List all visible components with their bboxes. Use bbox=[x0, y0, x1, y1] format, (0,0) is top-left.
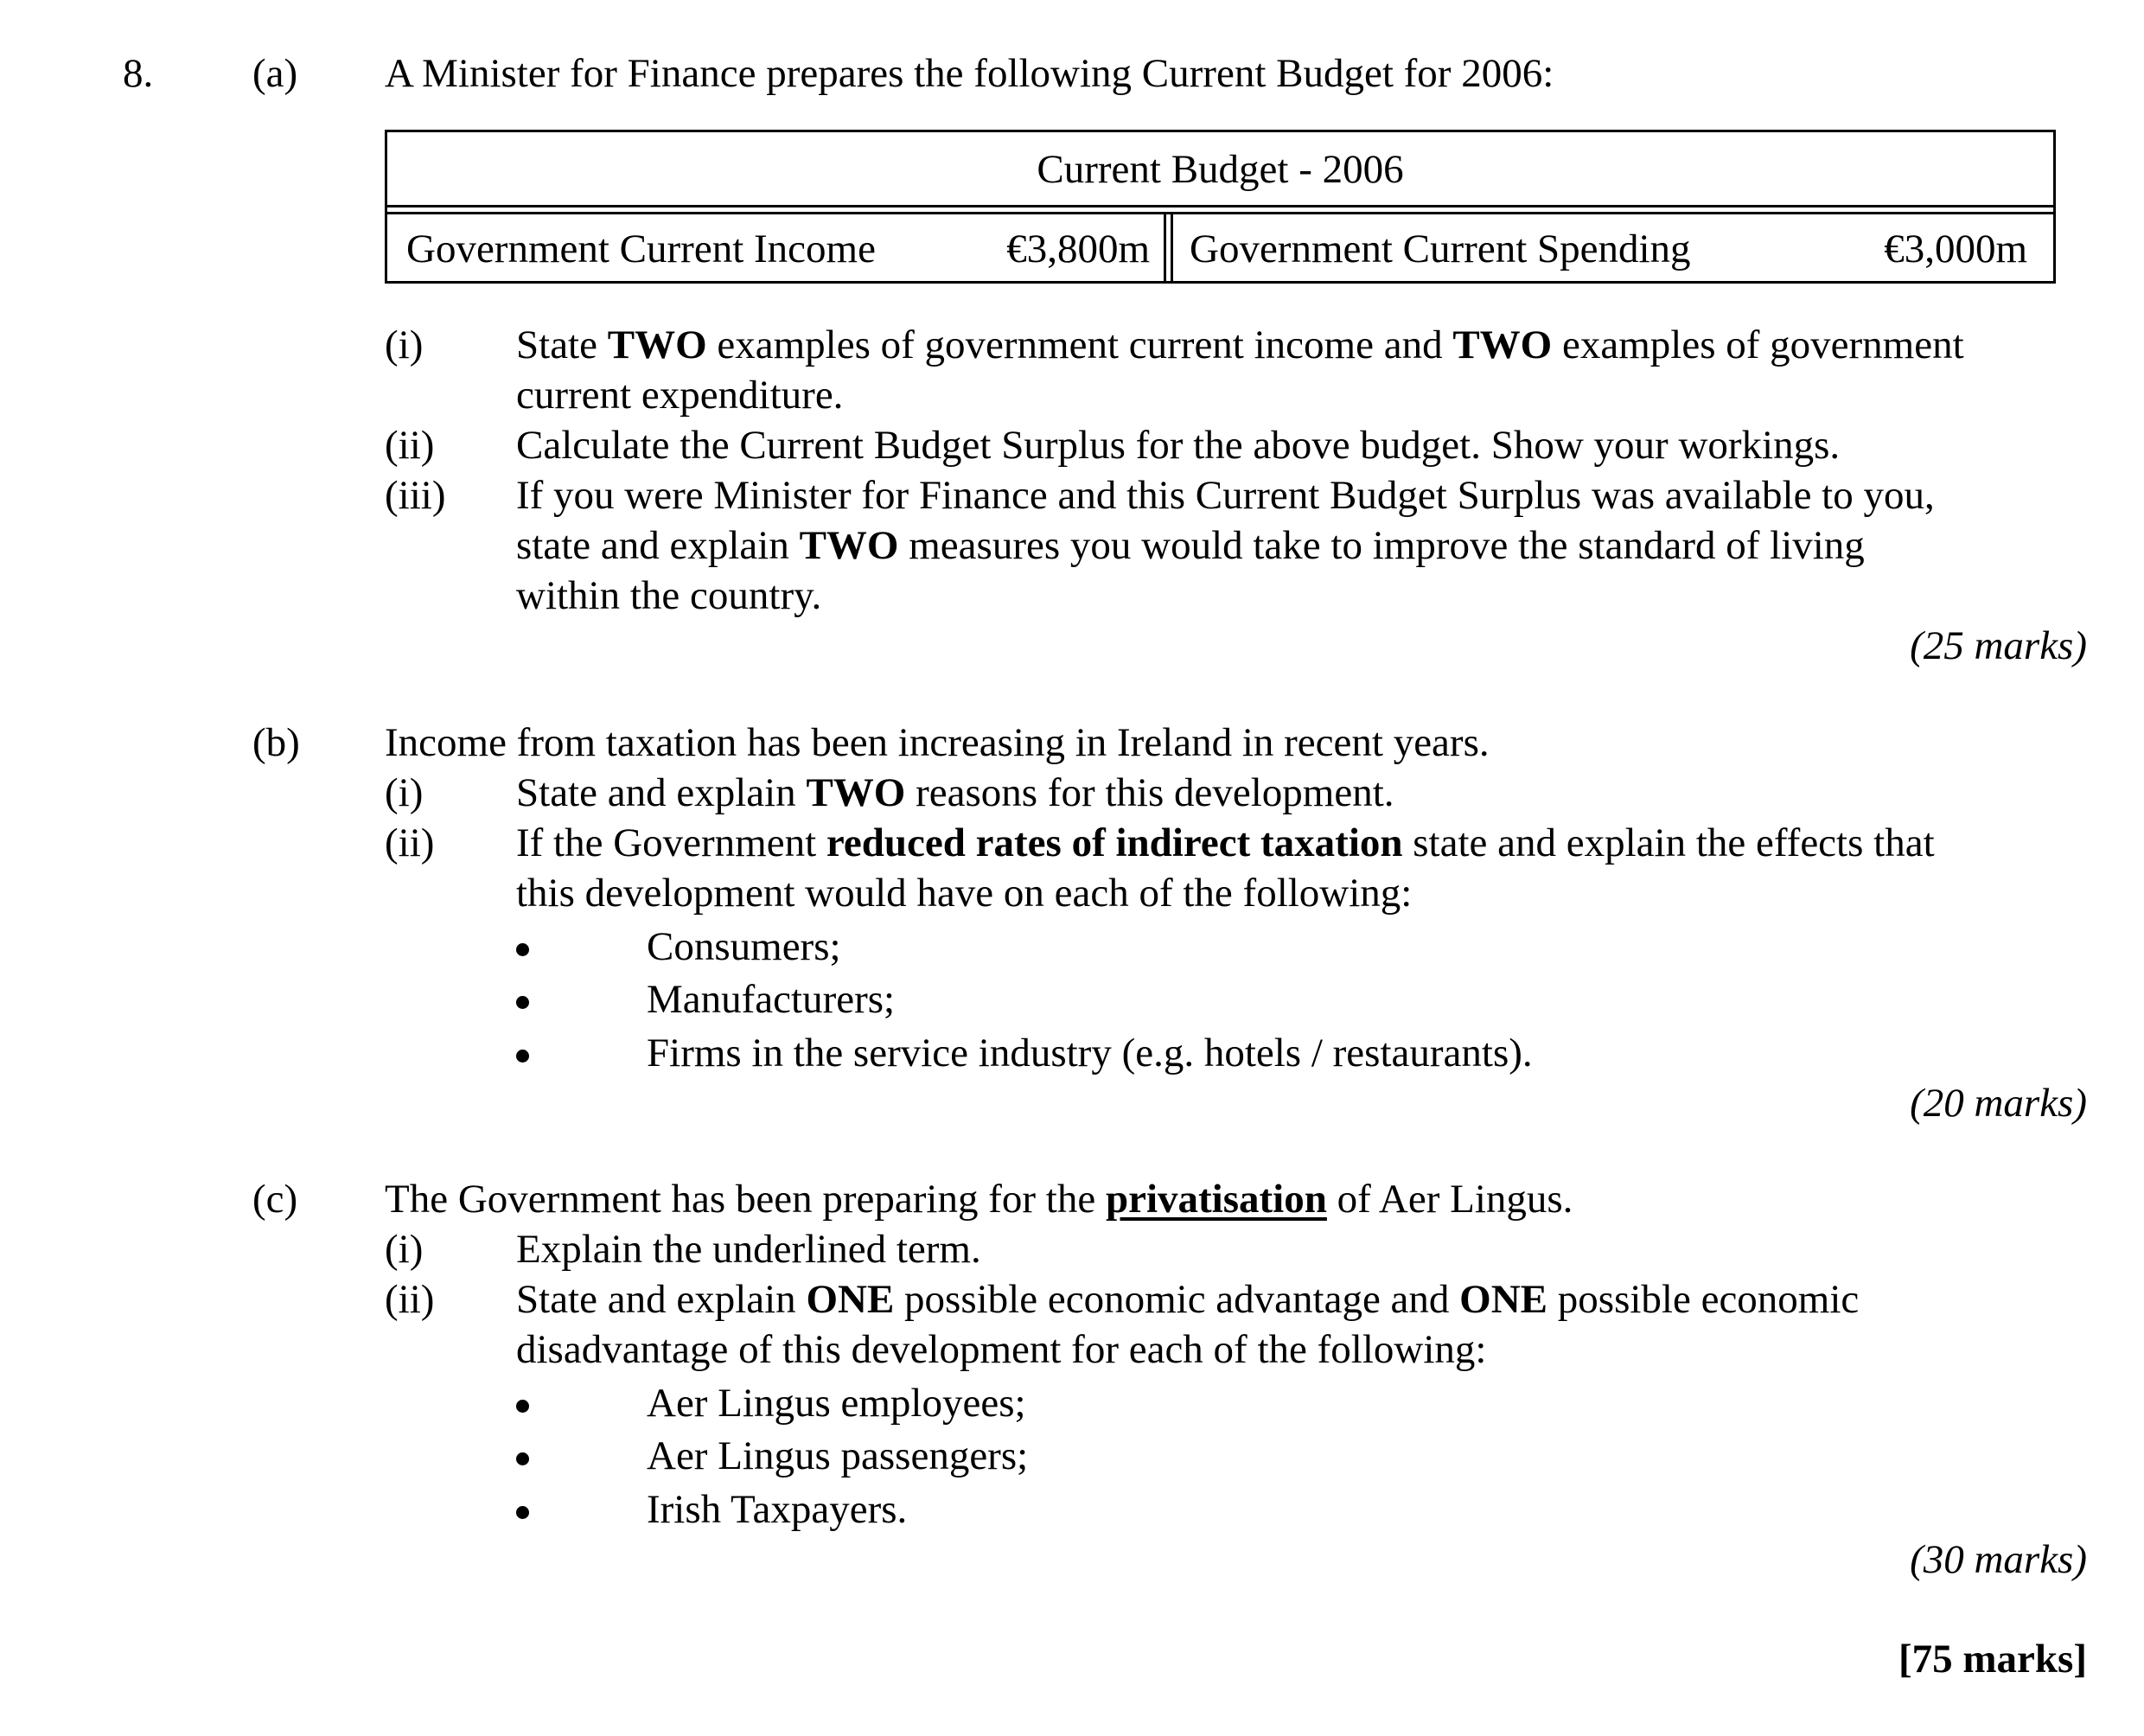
table-divider bbox=[387, 205, 2053, 207]
list-item: Aer Lingus passengers; bbox=[647, 1433, 1029, 1478]
list-item: Aer Lingus employees; bbox=[647, 1381, 1026, 1426]
bullet-icon bbox=[516, 943, 529, 956]
part-b-label: (b) bbox=[252, 720, 300, 765]
part-c-marks: (30 marks) bbox=[1910, 1537, 2087, 1582]
part-a-ii-text: Calculate the Current Budget Surplus for the above budget. Show your workings. bbox=[516, 423, 1841, 468]
part-a-iii-line1: If you were Minister for Finance and this Current Budget Surplus was available to you, bbox=[516, 473, 1935, 518]
underlined-term: privatisation bbox=[1105, 1177, 1327, 1222]
total-marks: [75 marks] bbox=[1898, 1637, 2087, 1682]
question-number: 8. bbox=[123, 51, 154, 96]
part-b-i-text: State and explain TWO reasons for this development. bbox=[516, 770, 1394, 815]
part-a-iii-line2: state and explain TWO measures you would take to improve the standard of living bbox=[516, 523, 1865, 568]
bullet-icon bbox=[516, 996, 529, 1009]
bullet-icon bbox=[516, 1506, 529, 1519]
part-c-ii-line2: disadvantage of this development for each of the following: bbox=[516, 1327, 1487, 1372]
table-column-divider bbox=[1171, 212, 1173, 284]
bullet-icon bbox=[516, 1050, 529, 1063]
list-item: Manufacturers; bbox=[647, 977, 896, 1022]
part-a-intro: A Minister for Finance prepares the following Current Budget for 2006: bbox=[385, 51, 1554, 96]
part-a-ii-label: (ii) bbox=[385, 423, 435, 468]
part-c-intro: The Government has been preparing for the privatisation of Aer Lingus. bbox=[385, 1177, 1573, 1222]
part-a-i-label: (i) bbox=[385, 322, 424, 367]
table-divider bbox=[387, 212, 2053, 214]
list-item: Firms in the service industry (e.g. hotels / restaurants). bbox=[647, 1031, 1533, 1075]
part-b-ii-line2: this development would have on each of the following: bbox=[516, 871, 1413, 916]
budget-table-title: Current Budget - 2006 bbox=[1037, 147, 1404, 192]
part-b-marks: (20 marks) bbox=[1910, 1081, 2087, 1126]
part-c-ii-line1: State and explain ONE possible economic advantage and ONE possible economic bbox=[516, 1277, 1860, 1322]
part-a-iii-line3: within the country. bbox=[516, 573, 822, 618]
part-a-marks: (25 marks) bbox=[1910, 623, 2087, 668]
list-item: Irish Taxpayers. bbox=[647, 1487, 908, 1532]
part-c-i-text: Explain the underlined term. bbox=[516, 1227, 981, 1272]
part-a-i-line1: State TWO examples of government current income and TWO examples of government bbox=[516, 322, 1964, 367]
part-c-ii-label: (ii) bbox=[385, 1277, 435, 1322]
bullet-icon bbox=[516, 1452, 529, 1465]
budget-table bbox=[385, 130, 2056, 284]
table-column-divider bbox=[1164, 212, 1166, 284]
part-c-i-label: (i) bbox=[385, 1227, 424, 1272]
part-b-ii-line1: If the Government reduced rates of indirect taxation state and explain the effects that bbox=[516, 820, 1935, 865]
part-c-label: (c) bbox=[252, 1177, 298, 1222]
spending-value: €3,000m bbox=[1884, 227, 2027, 271]
part-b-i-label: (i) bbox=[385, 770, 424, 815]
bullet-icon bbox=[516, 1400, 529, 1413]
part-b-intro: Income from taxation has been increasing in Ireland in recent years. bbox=[385, 720, 1490, 765]
part-a-i-line2: current expenditure. bbox=[516, 373, 844, 418]
part-b-ii-label: (ii) bbox=[385, 820, 435, 865]
part-a-iii-label: (iii) bbox=[385, 473, 446, 518]
income-value: €3,800m bbox=[1006, 227, 1150, 271]
income-label: Government Current Income bbox=[406, 227, 876, 271]
spending-label: Government Current Spending bbox=[1190, 227, 1691, 271]
part-a-label: (a) bbox=[252, 51, 298, 96]
list-item: Consumers; bbox=[647, 924, 841, 969]
